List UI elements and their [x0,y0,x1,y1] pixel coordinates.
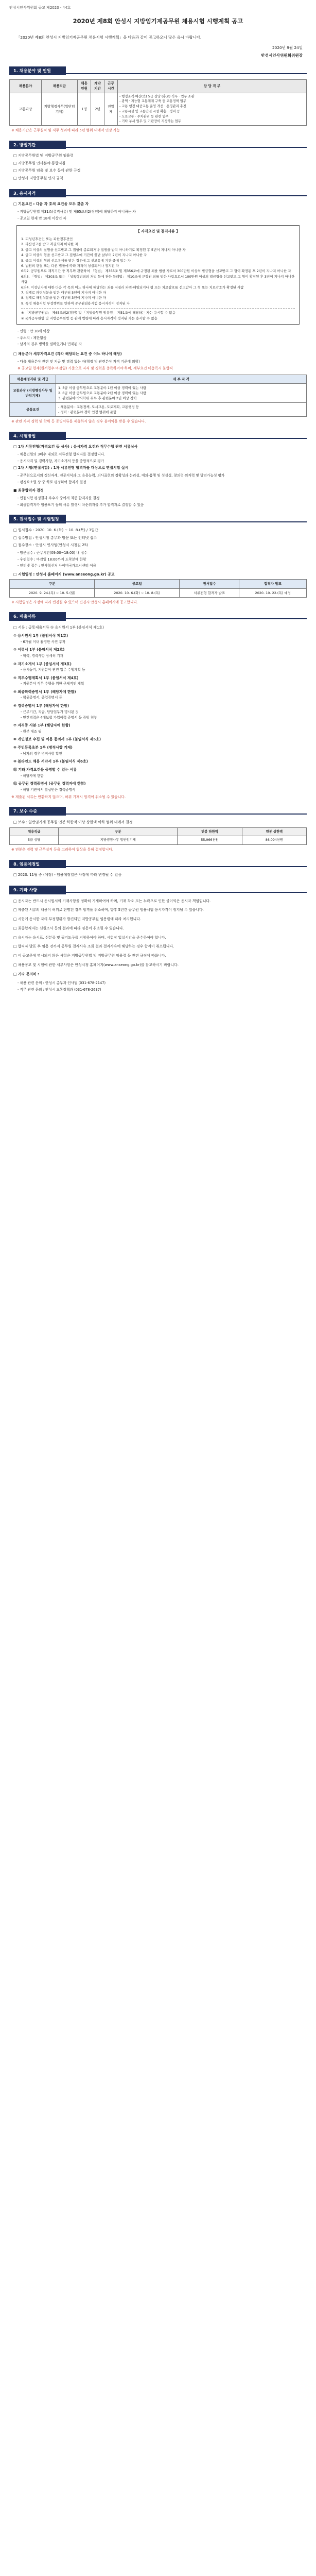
apply-sub: - 방문접수 : 근무시간(09:00~18:00) 내 접수 [17,550,87,555]
table-row [10,403,307,417]
col-field: 채용분야 [10,80,42,93]
duty-line: - 교통 행정 대중교통 운영 개선 · 운영관리 추진 [119,105,186,109]
qual-row-label: 교통과장 (지방행정사무 일반임기제) [10,383,56,402]
disq-note: ※ 국가공무원법 및 지방공무원법 등 관계 법령에 따라 응시자격이 정지된 자는 응시할 수 없음 [21,316,157,320]
disq-row: 4. 금고 이상의 형을 선고받고 그 집행유예 기간이 끝난 날부터 2년이 지나지 아니한 자 [21,253,147,258]
qual-row-label: 공통요건 [10,403,56,417]
col-term: 계약기간 [91,80,104,93]
sched-cell: 2020. 10. 6.(화) ~ 10. 8.(목) [95,588,180,597]
sched-cell: 서류전형 합격자 발표 [180,588,239,597]
law-item: □ 지방공무원법 및 지방공무원 임용령 [13,154,74,158]
doc-sub: - 응시동기, 지원분야 관련 업무 수행계획 등 [21,668,85,672]
notice-number: 안성시인사위원회 공고 제2020 - 44호 [9,6,71,10]
pay-note: ※ 연봉은 경력 및 근무실적 등을 고려하여 협상을 통해 결정합니다. [11,848,114,852]
table-header-row [10,580,307,588]
misc-item: □ 이 공고문에 명시되지 않은 사항은 지방공무원법 및 지방공무원 임용령 등 관련 규정에 따릅니다. [13,954,166,958]
contact-line: - 채용 관련 문의 : 안성시 총무과 인사팀 (031-678-2147) [17,981,106,986]
section-8-title: 8. 임용예정일 [9,860,66,869]
pay-cell: 5급 상당 [10,836,59,845]
issuer: 안성시인사위원회위원장 [261,53,303,58]
apply-sub: - 인터넷 접수 : 인사혁신처 사이버국가고시센터 이용 [17,564,97,568]
basic-req-sub: - 공고일 현재 만 18세 이상인 자 [17,216,66,221]
law-item: □ 지방공무원 임용 및 보수 등에 관한 규정 [13,168,81,173]
apply-line: □ 원서접수 : 2020. 10. 6.(화) ~ 10. 8.(목) / 3일간 [13,528,98,533]
section-4-title: 4. 시험방법 [9,432,66,440]
appointment-line: □ 2020. 11월 중 (예정) - 임용예정일은 사정에 따라 변경될 수 있음 [13,873,122,877]
duty-line: - 기타 부서 업무 및 기관장이 지정하는 업무 [119,120,181,124]
disqualification-box [16,225,300,325]
doc-item: ⑨ 주민등록초본 1부 (병적사항 기재) [13,745,73,750]
cell-grade: 지방행정사무(일반임기제) [42,93,78,126]
schedule-table [9,579,307,597]
sched-col: 구분 [10,580,95,588]
qualification-table [9,375,307,417]
disq-row: 9. 특정 채용시험 부정행위로 인하여 공무원임용시험 응시자격이 정지된 자 [21,301,130,306]
law-item: □ 지방공무원 인사분야 통합지침 [13,161,66,165]
section-3-title: 3. 응시자격 [9,189,66,198]
pay-col: 채용직급 [10,827,59,836]
contact-title: □ 기타 문의처 : [13,972,39,976]
section-5-title: 5. 원서접수 및 시험일정 [9,515,66,523]
section-7-header [9,807,307,816]
sched-col: 합격자 발표 [239,580,307,588]
section-9-title: 9. 기타 사항 [9,886,66,894]
detail-req-line: - 다음 채용분야 관련 및 지급 및 경력 있는 자(행정 및 관련분야 자격 기준에 의함) [17,359,140,364]
disq-row: 6의3. 「형법」 제303조 또는 「성폭력범죄의 처벌 등에 관한 특례법」 제10조에 규정된 죄를 범한 사람으로서 100만원 이상의 벌금형을 선고받고 그 형이 확정된 후 3년이 지나지 아니한 사람 [21,274,295,284]
section-2-title: 2. 방법기간 [9,141,66,149]
intro-text: 「2020년 제8회 안성시 지방임기제공무원 채용시험 시행계획」을 다음과 같이 공고하오니 많은 응시 바랍니다. [16,35,202,40]
pay-col: 연봉 하한액 [178,827,242,836]
page-title: 2020년 제8회 안성시 지방임기제공무원 채용시험 시행계획 공고 [73,17,243,25]
doc-sub: - 근무기간, 직급, 담당업무가 명시된 것 [21,709,79,714]
final-line: - 최종합격자가 임용포기 등의 사유 발생시 차순위자를 추가 합격자로 결정할 수 있음 [17,502,144,507]
exam-step-sub: - 평정요소별 상·중·하로 평정하여 합격자 결정 [17,480,86,484]
disq-row: 2. 파산선고를 받고 복권되지 아니한 자 [21,242,78,247]
cell-duties [118,93,307,126]
section-7-title: 7. 보수 수준 [9,807,66,816]
table-header-row [10,80,307,93]
section-9-header [9,886,307,894]
notice-date: 2020년 9월 24일 [272,45,303,50]
doc-item: ⑦ 자격증 사본 1부 (해당자에 한함) [13,723,71,727]
doc-item: ⑧ 개인정보 수집 및 이용 동의서 1부 (붙임서식 제5호) [13,737,101,742]
section-4-header [9,432,307,440]
disq-notes [21,308,295,321]
table-header-row [10,375,307,383]
disq-row: 8. 징계로 해임처분을 받은 때부터 3년이 지나지 아니한 자 [21,296,107,300]
schedule-note: ※ 시험일정은 사정에 따라 변경될 수 있으며 변경시 안성시 홈페이지에 공고합니다. [11,600,138,604]
doc-item: ⑤ 최종학력증명서 1부 (해당자에 한함) [13,689,76,694]
doc-item: ⑩ 블라인드 채용 서약서 1부 (붙임서식 제6호) [13,759,88,764]
cell-term: 2년 [91,93,104,126]
disq-row: 6. 법원의 판결 또는 다른 법률에 따라 자격이 상실되거나 정지된 자 [21,264,119,268]
apply-sub: - 우편접수 : 마감일 18:00까지 도착분에 한함 [17,557,86,562]
sched-cell: 2020. 10. 22.(목) 예정 [239,588,307,597]
doc-item: ② 이력서 1부 (붙임서식 제2호) [13,648,65,652]
exam-step-sub: - 응시자격 및 경력사항, 자기소개서 등을 종합적으로 평가 [17,459,104,463]
section-6-header [9,612,307,621]
gender-item: - 주소지 : 제한없음 [17,335,47,340]
duty-line: - 광역 · 지능형 교통체계 구축 등 교통정책 업무 [119,99,186,104]
duty-line: - 도로교통 · 주차관리 등 관련 업무 [119,114,169,118]
pay-col: 연봉 상한액 [242,827,306,836]
final-line: - 면접시험 평정결과 우수자 중에서 최종 합격자를 결정 [17,496,100,500]
misc-item: □ 응시자는 응시표, 신분증 및 필기도구를 지참하여야 하며, 시험장 입실시간을 준수하여야 합니다. [13,935,166,940]
disq-row: 5. 금고 이상의 형의 선고유예를 받은 경우에 그 선고유예 기간 중에 있는 자 [21,258,131,263]
pay-cell: 55,966천원 [178,836,242,845]
pay-col: 구분 [59,827,178,836]
doc-sub: - 민간경력은 4대보험 가입이력 증명서 등 증빙 첨부 [21,715,97,720]
doc-item: ④ 직무수행계획서 1부 (붙임서식 제4호) [13,675,79,680]
cell-field: 교통과장 [10,93,42,126]
doc-sub: - 학위증명서, 졸업증명서 등 [21,696,62,700]
doc-sub: - 원본 대조 필 [21,729,42,734]
doc-item: ① 응시원서 1부 (붙임서식 제1호) [13,634,68,638]
col-grade: 채용직급 [42,80,78,93]
section-1-header [9,66,307,75]
basic-req-sub: - 지방공무원법 제31조(결격사유) 및 제65조의2(정년)에 해당하지 아니하는 자 [17,209,136,214]
qual-row-text: 1. 5급 이상 공무원으로 교통분야 1년 이상 경력이 있는 사람 2. 6급 이상 공무원으로 교통분야 2년 이상 경력이 있는 사람 3. 관련분야 박사학위 취득 후 관련분야 2년 이상 경력 [56,383,307,402]
schedule-title: □ 시험일정 : 안성시 홈페이지 (www.anseong.go.kr) 공고 [13,572,115,577]
table-row [10,93,307,126]
doc-sub: - 해당자에 한함 [21,773,44,778]
law-item: □ 안성시 지방공무원 인사 규칙 [13,176,63,180]
misc-item: □ 제출된 서류의 내용이 허위로 판명된 경우 합격을 취소하며, 향후 5년간 공무원 임용시험 응시자격이 정지될 수 있습니다. [13,908,204,912]
duty-line: - 행정조직·예산(안) 5급 상당 (홍보) 직무 · 업무 소관 [119,94,195,98]
doc-sub: - 6개월 이내 촬영한 사진 부착 [21,640,66,645]
misc-item: □ 응시자는 반드시 응시원서의 기재사항을 정확히 기재하여야 하며, 기재 착오 또는 누락으로 인한 불이익은 응시자 책임입니다. [13,899,211,903]
cell-hours: 전일제 [104,93,118,126]
qual-col-label: 채용예정직위 및 직급 [10,375,56,383]
exam-step-sub: - 공무원으로서의 정신자세, 전문지식과 그 응용능력, 의사표현의 정확성과 논리성, 예의·품행 및 성실성, 창의력·의지력 및 발전가능성 평가 [17,473,225,478]
disq-row: 3. 금고 이상의 실형을 선고받고 그 집행이 종료되거나 집행을 받지 아니하기로 확정된 후 5년이 지나지 아니한 자 [21,247,186,252]
col-duty: 담 당 직 무 [118,80,307,93]
apply-line: □ 접수장소 : 안성시 인사팀(안성시 시청길 25) [13,543,88,548]
docs-intro: □ 서류 : 공통제출서류 ① 응시원서 1부 (붙임서식 제1호) [13,625,104,630]
duty-line: - 교통시설 및 교통안전 시설 확충 · 정비 등 [119,109,180,113]
doc-item: ⑪ 기타 자격요건을 증명할 수 있는 서류 [13,767,77,772]
disq-row: 1. 피성년후견인 또는 피한정후견인 [21,237,73,242]
basic-req: □ 기본요건 : 다음 각 호의 요건을 모두 갖춘 자 [13,202,89,207]
pay-line: □ 보수 : 일반임기제 공무원 연봉 하한액 이상 상한액 이하 범위 내에서 결정 [13,820,133,825]
section-2-header [9,141,307,149]
contact-line: - 직무 관련 문의 : 안성시 교통정책과 (031-678-2637) [17,988,101,992]
misc-item: □ 시험에 응시한 자의 부정행위가 발견되면 지방공무원 임용령에 따라 처리됩니다. [13,917,142,922]
doc-sub: - 해당 기관에서 발급받은 경력증명서 [21,787,76,792]
table-row [10,836,307,845]
doc-sub: - 남자의 경우 병적사항 확인 [21,751,62,756]
gender-item: - 남자의 경우 병역을 필하였거나 면제된 자 [17,342,82,347]
doc-sub: - 지원분야 직무 수행을 위한 구체적인 계획 [21,682,84,686]
disq-row: 7. 징계로 파면처분을 받은 때부터 5년이 지나지 아니한 자 [21,290,107,295]
section-3-header [9,189,307,198]
exam-step: □ 1차 서류전형(자격요건 등 심사) : 응시자격 요건과 직무수행 관련 서류심사 [13,445,138,449]
detail-req-title: □ 채용분야 세부자격요건 (각각 해당되는 요건 중 어느 하나에 해당) [13,352,122,357]
qual-note: ※ 관련 자격 경력 및 학위 등 증빙서류를 제출하지 않은 경우 불이익을 받을 수 있습니다. [11,419,146,424]
term-note: ※ 채용기간은 근무실적 및 직무 성과에 따라 5년 범위 내에서 연장 가능 [11,128,120,133]
doc-item: ③ 자기소개서 1부 (붙임서식 제3호) [13,662,72,666]
qual-col-head: 세 부 자 격 [56,375,307,383]
recruit-table [9,79,307,126]
pay-table [9,827,307,845]
doc-item: ⑫ 공무원 경력증명서 (공무원 경력자에 한함) [13,781,86,786]
exam-step-sub: - 채용인원의 3배수 내외로 서류전형 합격자를 결정합니다. [17,452,106,457]
pay-cell: 86,094천원 [242,836,306,845]
section-5-header [9,515,307,523]
final-title: ■ 최종합격자 결정 [13,488,44,493]
pay-cell: 지방행정사무 일반임기제 [59,836,178,845]
docs-note: ※ 제출된 서류는 반환하지 않으며, 허위 기재시 합격이 취소될 수 있습니다. [11,794,126,799]
sched-col: 공고일 [95,580,180,588]
table-row [10,383,307,402]
disq-row: 6의2. 공무원으로 재직기간 중 직무와 관련하여 「형법」 제355조 및 제356조에 규정된 죄를 범한 자로서 300만원 이상의 벌금형을 선고받고 그 형이 확정된 후 2년이 지나지 아니한 자 [21,269,291,274]
misc-item: □ 합격자 발표 후 임용 전까지 공무원 결격사유 조회 결과 결격사유에 해당하는 경우 합격이 취소됩니다. [13,944,174,949]
table-row [10,588,307,597]
col-count: 채용인원 [78,80,91,93]
table-header-row [10,827,307,836]
doc-sub: - 학력, 경력사항 상세히 기재 [21,654,63,658]
disq-row: 6의4. 미성년자에 대한 다음 각 목의 어느 하나에 해당하는 죄를 저질러 파면·해임되거나 형 또는 치료감호를 선고받아 그 형 또는 치료감호가 확정된 사람 [21,285,244,290]
apply-line: □ 접수방법 : 안성시청 총무과 방문 또는 인터넷 접수 [13,535,97,540]
misc-item: □ 최종합격자는 신원조사 등의 결과에 따라 임용이 취소될 수 있습니다. [13,926,124,930]
disqualification-title: 【 자격요건 및 결격사유 】 [136,229,180,234]
cell-count: 1명 [78,93,91,126]
sched-col: 원서접수 [180,580,239,588]
sched-cell: 2020. 9. 24.(목) ~ 10. 5.(월) [10,588,95,597]
exam-step: □ 2차 시험(면접시험) : 1차 서류전형 합격자를 대상으로 면접시험 실시 [13,466,129,470]
section-1-title: 1. 채용분야 및 인원 [9,66,66,75]
disq-note: ※ 「지방공무원법」 제65조의2(정년) 및 「지방공무원 임용령」 제51조에 해당하는 자는 응시할 수 없음 [21,311,175,315]
doc-item: ⑥ 경력증명서 1부 (해당자에 한함) [13,703,69,708]
misc-item: □ 채용공고 및 시험에 관한 세부사항은 안성시청 홈페이지(www.anseong.go.kr)를 참고하시기 바랍니다. [13,962,179,967]
gender-item: - 연령 : 만 18세 이상 [17,329,50,333]
detail-req-note: ※ 공고일 현재(원서접수 마감일) 기준으로 자격 및 경력을 충족하여야 하며, 세부요건 미충족시 불합격 [17,366,173,371]
col-hours: 근무시간 [104,80,118,93]
section-6-title: 6. 제출서류 [9,612,66,621]
section-8-header [9,860,307,869]
qual-row-text: - 채용분야 : 교통정책, 도시교통, 도로계획, 교통행정 등 - 경력 : 관련분야 경력 인정 범위에 준함 [56,403,307,417]
